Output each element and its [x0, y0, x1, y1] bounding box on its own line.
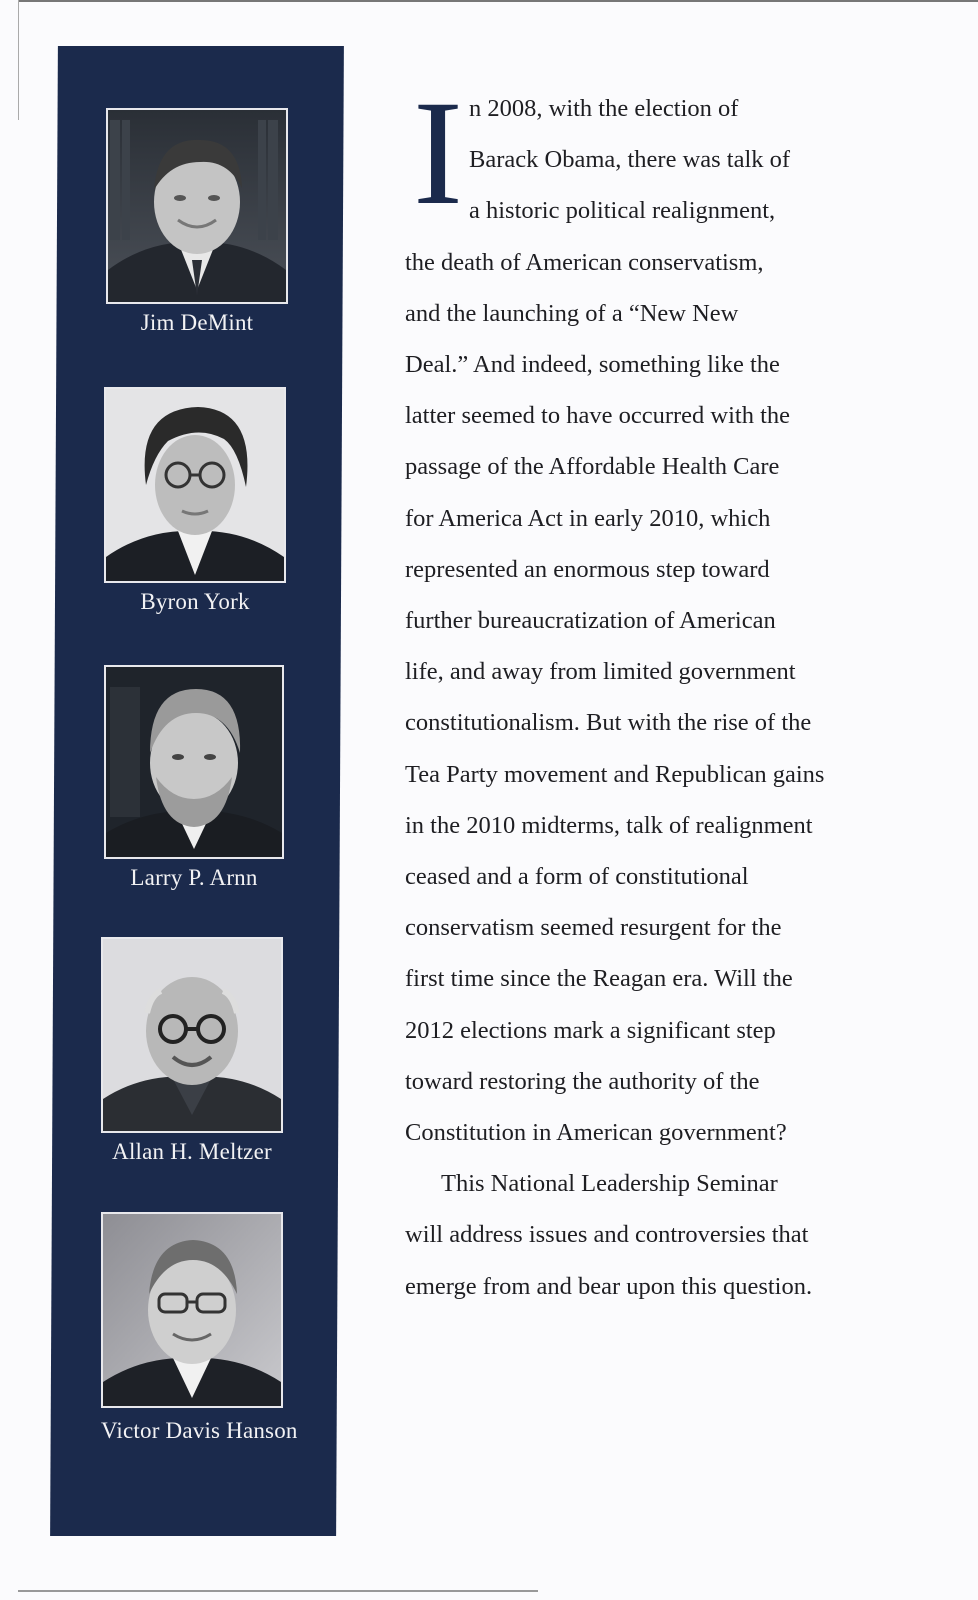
text-line: conservatism seemed resurgent for the: [405, 914, 782, 942]
speaker-name: Allan H. Meltzer: [112, 1139, 272, 1164]
text-line: a historic political realignment,: [469, 197, 776, 225]
speaker-photo: [104, 665, 284, 859]
text-line: constitutionalism. But with the rise of the: [405, 709, 812, 737]
text-line: first time since the Reagan era. Will the: [405, 965, 793, 993]
speaker-photo: [104, 387, 286, 583]
speaker-card: [106, 108, 288, 336]
text-line: in the 2010 midterms, talk of realignment: [405, 811, 813, 839]
text-line: 2012 elections mark a significant step: [405, 1016, 776, 1044]
text-line: will address issues and controversies that: [405, 1221, 809, 1249]
text-line: life, and away from limited government: [405, 658, 796, 686]
text-line: and the launching of a “New New: [405, 299, 739, 327]
text-line: ceased and a form of constitutional: [405, 863, 749, 891]
text-line: represented an enormous step toward: [405, 555, 770, 583]
speaker-photo: [106, 108, 288, 304]
speaker-card: [104, 387, 286, 615]
bottom-edge-rule: [18, 1590, 538, 1592]
speaker-photo: [101, 1212, 283, 1408]
text-line: for America Act in early 2010, which: [405, 504, 771, 532]
speaker-name: Jim DeMint: [140, 310, 254, 335]
speaker-card: [101, 1212, 298, 1444]
text-line: n 2008, with the election of: [469, 95, 739, 122]
speaker-card: [101, 937, 283, 1165]
text-line: Tea Party movement and Republican gains: [405, 760, 825, 788]
text-line: This National Leadership Seminar: [441, 1170, 778, 1198]
left-edge-rule: [18, 0, 19, 120]
text-line: Deal.” And indeed, something like the: [405, 351, 780, 379]
speaker-card: [104, 665, 284, 891]
speaker-name: Byron York: [140, 589, 250, 614]
speaker-name: Larry P. Arnn: [130, 865, 258, 890]
text-line: Barack Obama, there was talk of: [469, 146, 791, 174]
text-line: further bureaucratization of American: [405, 607, 776, 635]
intro-text: [405, 70, 875, 1312]
top-edge-rule: [18, 0, 978, 2]
text-line: toward restoring the authority of the: [405, 1067, 760, 1095]
text-line: the death of American conservatism,: [405, 248, 764, 276]
text-line: latter seemed to have occurred with the: [405, 402, 791, 430]
speaker-photo: [101, 937, 283, 1133]
text-line: Constitution in American government?: [405, 1119, 787, 1147]
text-line: emerge from and bear upon this question.: [405, 1272, 813, 1300]
speaker-name: Victor Davis Hanson: [101, 1418, 298, 1443]
text-line: passage of the Affordable Health Care: [405, 453, 780, 481]
drop-cap: I: [413, 70, 463, 236]
